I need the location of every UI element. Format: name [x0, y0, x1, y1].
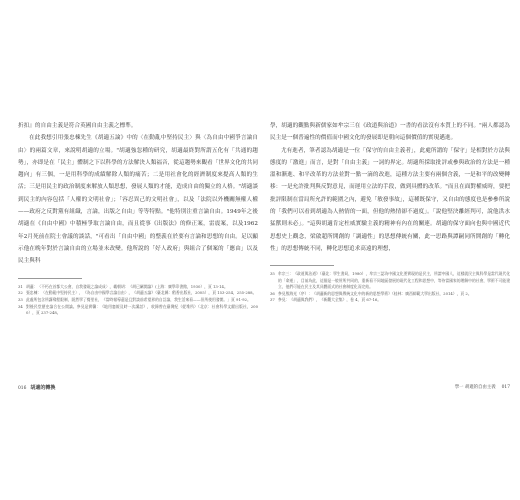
footnote-text: 參見殷海光（序）：《胡適新的思想與傳統文化中的新的思想學術》（桂林：廣西師範大學出版社，2014），頁 2。 — [278, 290, 472, 296]
footnote — [18, 304, 258, 317]
running-head: 胡適的轉換 — [30, 385, 56, 391]
footnote-number: 31 — [18, 283, 23, 289]
footnote-number: 34 — [18, 303, 23, 309]
running-head-group — [18, 384, 55, 391]
right-page — [270, 120, 510, 304]
body-paragraph: 尤有進者，筆者認為胡適是一位「保守的自由主義者」，此處所謂的「保守」是相對於方法與態度的「激進」而言，是對「自由主義」一詞的界定。胡適所採取批評或參與政治的方法是一種溫和漸進、和平改革的方法並對一點一滴的改進，這種方法主要有兩個含義，一是和平的改變轉移：一是允許批判與反對意見，而運用立法的手段，做到具體的改革。"而且在面對權威時，要把批評限制在當局所允許的範圍之內，避免「敏發事故」，這種既保守，又自由的態度也是參參所說的「我們可以看到胡適為人熱情的一面，但他的熱情卻不過度」。「說他堅決離經判可，說他洪水猛獸則未必」。"這與胡適肯定杜威實驗主義的精神有內在的關連。胡適的保守面向也與中國近代思想史上觀念，梁啟超所開創的「調適性」的思想傳統有關，此一思路與譚嗣同所開創的「轉化性」的思想傳統不同，轉化思想追求高遠的理想， — [270, 147, 510, 252]
left-page-footer — [18, 384, 246, 391]
footnote-divider — [18, 278, 82, 279]
footnote-text: 胡適：〈不朽在首都大公會，自我發現之論成成〉，載朝胡：《胡已屬開論》(上海：廣學印書館，1930），頁 13-14。 — [26, 283, 228, 289]
body-paragraph: 折扣』的自由主義是符合英國自由主義之標準。 — [18, 123, 137, 129]
footnote — [270, 291, 510, 297]
footnote-number: 33 — [18, 297, 23, 303]
footnote-text: 牟宗三：《政道與治道》（臺北：學生書局，1980），牟宗三認為中國文化要實現的是民主，所謂中國人，這樣就民主與科學是當代現代化的「命運」，目前為此，這個是一般所所共同的，重新看不同地區發展的現代化工程和思想中，等待當國家的理解中的社會，學術不可能建立，他們可能在民主及其具體面式的社會制度化而完結。 — [278, 271, 510, 289]
footnote-text: 參見：《胡適與我們》，《新觀大全集》，卷 4，頁 67-16。 — [278, 297, 382, 303]
footnote-number: 35 — [270, 271, 275, 277]
body-paragraph: 在此我想引用張忠棟先生《胡適五論》中的〈在動亂中堅持民主〉與〈為自由中國爭言論自由〉的兩篇文章，來說明胡適的立場。"胡適強忽種的研究，胡適最終對所謂五化有「共通的趨勢」，亦即是在「民主」體制之下以科學的方法解決人類福音，從這趨勢來觀看「世界文化的共同趨向」有三個，一是用科學的成績解除人類的痛苦；二是用社會化的經濟制度來提高人類的生活；三是用民主的政治制度來解放人類思想，發展人類的才能，造成自由的獨立的人格。"胡適談到民主的內容包括「人權的文明社會」；「容忍異己的文明社會」，以及「法院以外機關無權人權——政府之反對黨有組織，言論，出版之自由」等等特點。"他特別注重言論自由。1949年之後胡適在《自由中國》中積極爭取言論自由，而且從事《出版法》的修正案，雷震案，以及1962年2月死前在院士會議的談話，"可看出「自由中國」的整義在於要有言論和思想的自由。足以顯示他在晚年對於言論自由的立場並未改變。他所說的「好人政府」與組合了個案的「應由」以及民主與科 — [18, 135, 258, 265]
page-number: 016 — [18, 386, 27, 391]
body-paragraph: 學，胡適的觀點與新儒家如牟宗三在《政道與治道》一書的看法沒有本質上的不同。"兩人都認為民主是一個普遍性的價值而中國文化的發展即是朝向這個價值的實現邁進。 — [270, 123, 510, 142]
footnote-divider — [270, 265, 334, 266]
footnote-text: 此處所包含所講殘程限制，既然學了餐里社，《當時報導還是且對談前希望界的自訂論，我生活來看——但所使用發開。」頁 91-92。 — [26, 297, 251, 303]
footnote — [18, 290, 258, 296]
chapter-title: 學一 胡適的自由主義 — [454, 385, 496, 390]
footnote-text: 張忠棟：〈在動亂中堅持民主〉，《為自由中國學言論自由〉，《胡適五論》（臺北縣：稻香出版社，2005），頁 153-254，255-288。 — [26, 290, 257, 296]
left-page — [18, 120, 258, 317]
footnote — [18, 297, 258, 303]
footnote — [270, 297, 510, 303]
footnote — [18, 284, 258, 290]
footnote-text: 對後民堂歷史論合在公開論。參見是實馨：《地用憲報及時一次講話》，收錄曾在臺灣紀（從堆所）（北京：社會科學文獻出版社，2000），頁 237-248。 — [26, 303, 258, 316]
footnote-number: 36 — [270, 290, 275, 296]
footnote-number: 37 — [270, 297, 275, 303]
footnote — [270, 271, 510, 290]
page-number: 017 — [501, 384, 510, 390]
footnote-number: 32 — [18, 290, 23, 296]
right-page-footer — [282, 384, 510, 390]
